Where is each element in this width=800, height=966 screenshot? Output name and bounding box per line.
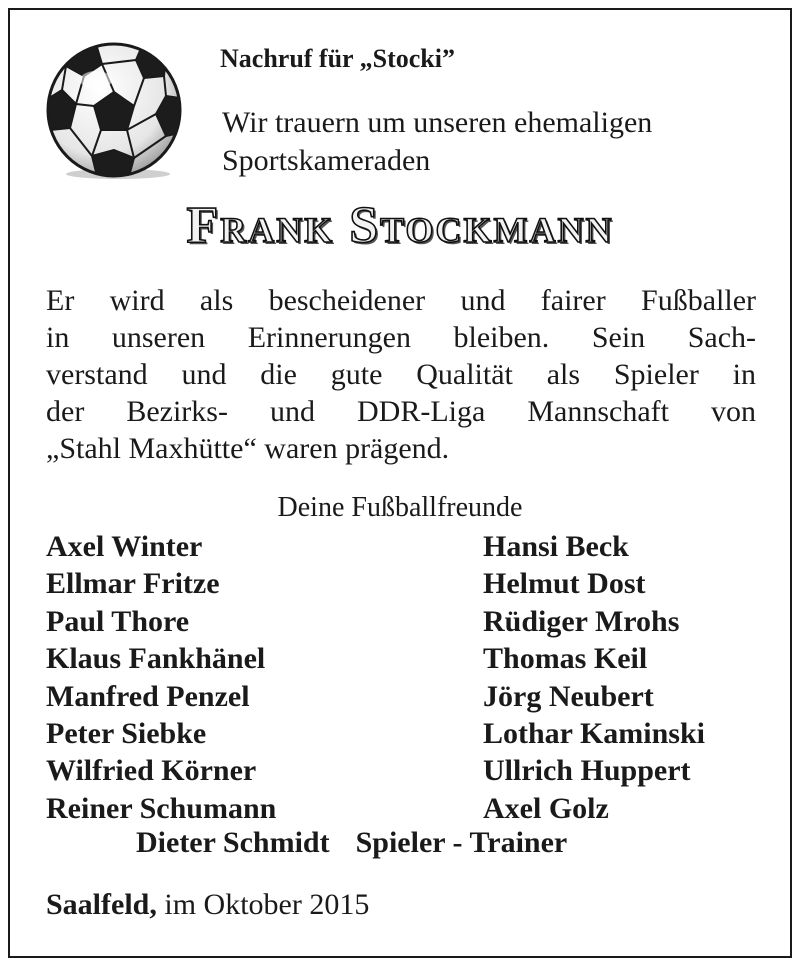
date: im Oktober 2015 [164,888,370,921]
body-line: Er wird als bescheidener und fairer Fußballer [46,284,756,317]
mourner-name: Paul Thore [46,604,190,638]
obituary-body [46,282,756,467]
body-line: verstand und die gute Qualität als Spieler in [46,358,756,391]
mourner-name: Ellmar Fritze [46,567,220,601]
names-left-column [46,528,276,827]
mourner-name: Helmut Dost [483,567,646,601]
place: Saalfeld, [46,888,157,921]
trainer-name: Dieter Schmidt [136,826,330,859]
names-right-column [483,528,705,827]
mourner-name: Axel Golz [483,791,609,825]
mourner-name: Thomas Keil [483,642,648,676]
mourner-name: Wilfried Körner [46,754,257,788]
mourner-name: Axel Winter [46,530,203,563]
obituary-intro [222,104,782,180]
body-line: der Bezirks- und DDR-Liga Mannschaft von [46,395,756,428]
intro-line: Wir trauern um unseren ehemaligen [222,106,653,139]
mourner-name: Reiner Schumann [46,791,277,825]
body-line: „Stahl Maxhütte“ waren prägend. [46,432,450,465]
mourner-name: Ullrich Huppert [483,754,691,788]
mourner-name: Peter Siebke [46,717,207,751]
mourner-name: Hansi Beck [483,530,629,563]
mourner-name: Manfred Penzel [46,679,250,713]
trainer-role: Spieler - Trainer [355,826,568,859]
place-date [46,888,369,922]
soccer-ball-icon [44,40,184,180]
body-line: in unseren Erinnerungen bleiben. Sein Sach- [46,321,756,354]
mourner-name: Jörg Neubert [483,679,654,713]
mourner-name: Lothar Kaminski [483,717,705,751]
intro-line: Sportskameraden [222,144,431,177]
trainer-line [136,826,567,860]
deceased-name: Frank Stockmann [186,197,614,254]
mourner-name: Klaus Fankhänel [46,642,266,676]
obituary-title: Nachruf für „Stocki” [220,44,455,73]
signature-line: Deine Fußballfreunde [277,492,523,523]
mourner-name: Rüdiger Mrohs [483,604,680,638]
